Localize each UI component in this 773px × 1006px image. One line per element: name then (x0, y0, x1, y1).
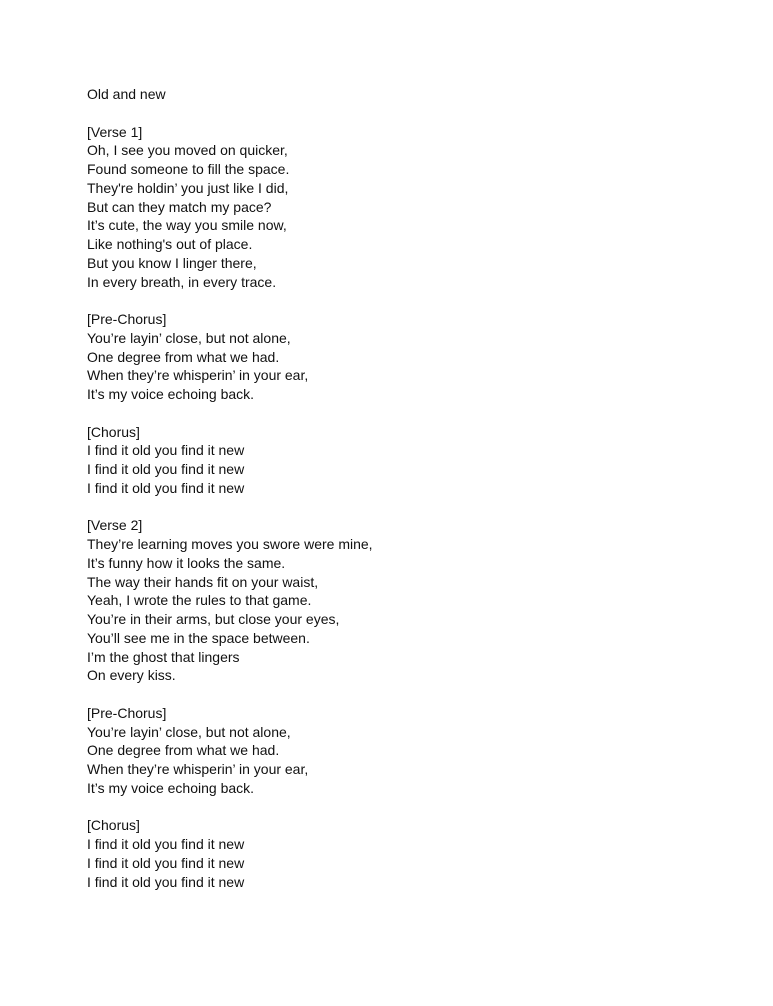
section-chorus-2 (87, 816, 707, 891)
lyric-line: One degree from what we had. (87, 348, 280, 365)
lyric-line: I find it old you find it new (87, 854, 245, 871)
lyric-line: You’re layin’ close, but not alone, (87, 723, 291, 740)
section-pre-chorus-2 (87, 704, 707, 798)
lyric-line: But you know I linger there, (87, 254, 257, 271)
lyric-line: They’re learning moves you swore were mine, (87, 536, 373, 552)
lyric-line: I find it old you find it new (87, 873, 245, 890)
lyric-line: Like nothing's out of place. (87, 236, 253, 252)
lyric-line: I find it old you find it new (87, 461, 245, 477)
lyric-line: When they’re whisperin’ in your ear, (87, 367, 309, 384)
lyric-line: I’m the ghost that lingers (87, 648, 240, 665)
section-pre-chorus-1 (87, 310, 707, 404)
lyric-line: Found someone to fill the space. (87, 161, 290, 177)
lyric-line: One degree from what we had. (87, 742, 280, 759)
section-verse-2 (87, 516, 707, 685)
lyric-line: On every kiss. (87, 667, 176, 684)
lyric-line: When they’re whisperin’ in your ear, (87, 761, 309, 777)
lyrics-document (87, 85, 707, 891)
lyric-line: You’ll see me in the space between. (87, 629, 310, 646)
lyric-line: I find it old you find it new (87, 479, 245, 496)
section-heading: [Verse 1] (87, 123, 143, 140)
lyric-line: You’re in their arms, but close your eyes, (87, 611, 340, 627)
section-verse-1 (87, 123, 707, 292)
section-heading: [Chorus] (87, 423, 140, 440)
section-heading: [Pre-Chorus] (87, 311, 167, 327)
lyric-line: The way their hands fit on your waist, (87, 573, 319, 590)
lyric-line: It’s funny how it looks the same. (87, 554, 286, 571)
lyric-line: I find it old you find it new (87, 442, 245, 459)
lyric-line: It’s my voice echoing back. (87, 779, 255, 796)
lyric-line: I find it old you find it new (87, 836, 245, 852)
document-title: Old and new (87, 86, 166, 102)
lyric-line: Oh, I see you moved on quicker, (87, 142, 288, 159)
lyric-line: But can they match my pace? (87, 198, 272, 215)
section-chorus-1 (87, 423, 707, 498)
lyric-line: They're holdin’ you just like I did, (87, 179, 289, 196)
section-heading: [Verse 2] (87, 517, 143, 534)
section-heading: [Pre-Chorus] (87, 704, 167, 721)
lyric-line: Yeah, I wrote the rules to that game. (87, 592, 312, 609)
section-heading: [Chorus] (87, 817, 140, 834)
lyric-line: You’re layin’ close, but not alone, (87, 329, 291, 346)
lyric-line: It’s my voice echoing back. (87, 386, 255, 402)
lyric-line: In every breath, in every trace. (87, 273, 277, 290)
lyric-line: It’s cute, the way you smile now, (87, 217, 287, 234)
